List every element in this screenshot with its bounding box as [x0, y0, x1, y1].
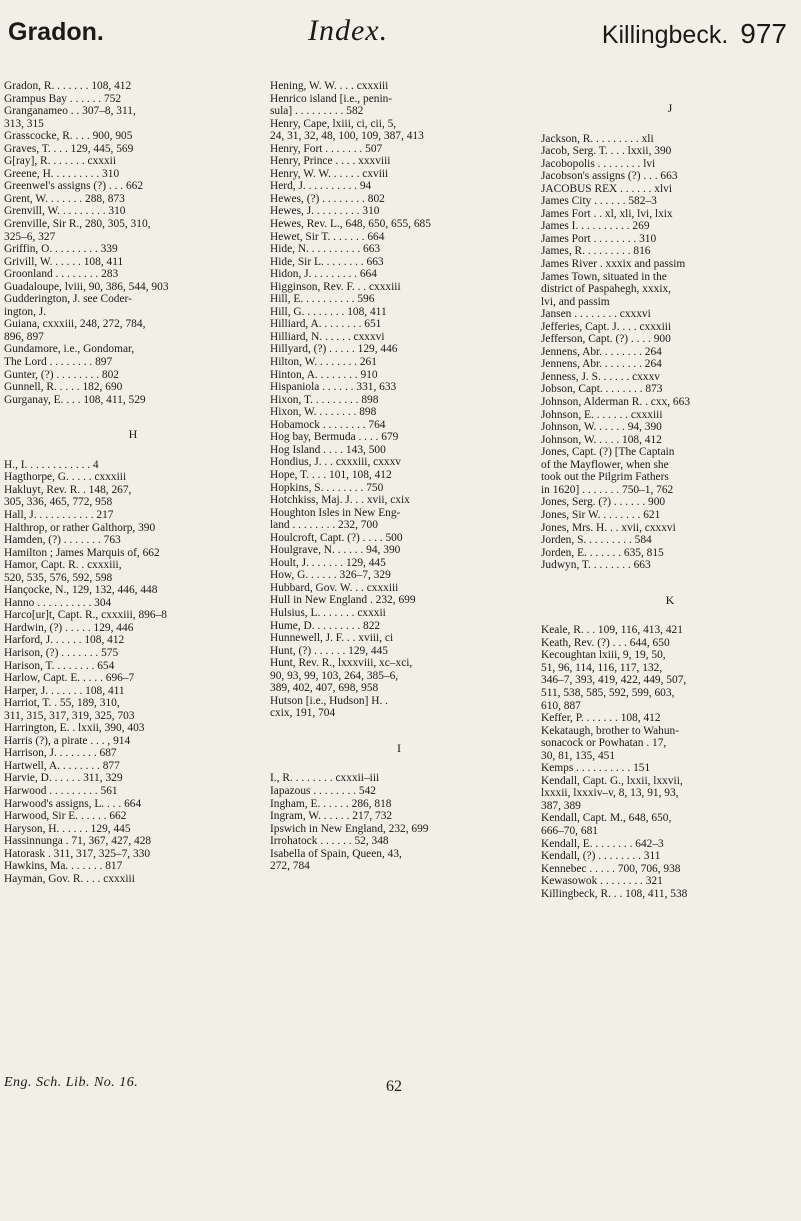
index-entry: Graves, T. . . . 129, 445, 569	[4, 142, 134, 155]
index-entry: Jansen . . . . . . . . cxxxvi	[541, 308, 651, 321]
index-entry: Hulsius, L. . . . . . . cxxxii	[270, 606, 386, 619]
header-title: Index.	[308, 14, 389, 47]
index-entry: Jones, Serg. (?) . . . . . . 900	[541, 496, 666, 509]
index-entry: Gundamore, i.e., Gondomar,	[4, 343, 135, 356]
index-entry: I., R. . . . . . . . cxxxii–iii	[270, 772, 380, 785]
index-entry: Jorden, S. . . . . . . . . 584	[541, 534, 652, 547]
index-entry: took out the Pilgrim Fathers	[541, 471, 669, 484]
index-entry: Granganameo . . 307–8, 311,	[4, 105, 136, 118]
index-entry: 305, 336, 465, 772, 958	[4, 496, 113, 509]
index-entry: Hanno . . . . . . . . . . 304	[4, 596, 112, 609]
section-letter: K	[665, 592, 675, 607]
index-entry: 272, 784	[270, 860, 310, 873]
index-entry: Hunt, (?) . . . . . . 129, 445	[270, 644, 389, 657]
page-header	[8, 12, 787, 52]
index-column-1	[4, 80, 262, 885]
index-entry: of the Mayflower, when she	[541, 458, 669, 471]
index-entry: 896, 897	[4, 330, 44, 343]
index-entry: Hançocke, N., 129, 132, 446, 448	[4, 584, 158, 597]
index-entry: Grenvill, W. . . . . . . . . 310	[4, 205, 126, 218]
index-entry: Hutson [i.e., Hudson] H. .	[270, 694, 389, 707]
index-entry: Hall, J. . . . . . . . . . . 217	[4, 508, 114, 521]
index-entry: Grenville, Sir R., 280, 305, 310,	[4, 218, 151, 231]
index-entry: lvi, and passim	[541, 295, 610, 308]
index-entry: Gunnell, R. . . . . 182, 690	[4, 381, 123, 394]
index-entry: Hubbard, Gov. W. . . cxxxiii	[270, 581, 399, 594]
index-entry: 346–7, 393, 419, 422, 449, 507,	[541, 674, 687, 687]
index-entry: H., I. . . . . . . . . . . . 4	[4, 458, 99, 471]
index-entry: Jefferies, Capt. J. . . . cxxxiii	[541, 320, 672, 333]
index-entry: Harison, T. . . . . . . . 654	[4, 659, 115, 672]
index-entry: The Lord . . . . . . . . 897	[4, 356, 113, 369]
index-entry: Keath, Rev. (?) . . . 644, 650	[541, 636, 670, 649]
index-entry: Hatorask . 311, 317, 325–7, 330	[4, 847, 151, 860]
index-entry: Hamor, Capt. R. . cxxxiii,	[4, 559, 122, 572]
index-entry: JACOBUS REX . . . . . . xlvi	[541, 182, 673, 195]
section-letter: H	[128, 427, 138, 442]
index-entry: Hamden, (?) . . . . . . . 763	[4, 534, 121, 547]
index-entry: Hidon, J. . . . . . . . . 664	[270, 268, 377, 281]
index-entry: sonacock or Powhatan . 17,	[541, 737, 667, 750]
index-entry: land . . . . . . . . 232, 700	[270, 519, 378, 532]
index-entry: Hakluyt, Rev. R. . 148, 267,	[4, 483, 132, 496]
page-number: 977	[740, 18, 787, 49]
index-entry: lxxxii, lxxxiv–v, 8, 13, 91, 93,	[541, 787, 679, 800]
index-entry: How, G. . . . . . 326–7, 329	[270, 569, 391, 582]
index-entry: 511, 538, 585, 592, 599, 603,	[541, 686, 675, 699]
index-entry: Greenwel's assigns (?) . . . 662	[4, 180, 144, 193]
index-entry: 30, 81, 135, 451	[541, 749, 616, 762]
index-entry: 325–6, 327	[4, 230, 56, 243]
index-entry: Gunter, (?) . . . . . . . . 802	[4, 368, 120, 381]
index-entry: Keffer, P. . . . . . . 108, 412	[541, 712, 661, 725]
index-entry: Greene, H. . . . . . . . . 310	[4, 167, 120, 180]
index-entry: Herd, J. . . . . . . . . . 94	[270, 180, 372, 193]
index-entry: Henry, W. W. . . . . . cxviii	[270, 167, 389, 180]
index-entry: Harrington, E. . lxxii, 390, 403	[4, 722, 145, 735]
index-entry: Hagthorpe, G. . . . . cxxxiii	[4, 471, 127, 484]
index-entry: district of Paspahegh, xxxix,	[541, 283, 672, 296]
index-entry: Grampus Bay . . . . . . 752	[4, 92, 122, 105]
index-entry: in 1620] . . . . . . . 750–1, 762	[541, 483, 674, 496]
index-entry: Houlgrave, N. . . . . . 94, 390	[270, 544, 401, 557]
index-entry: Hillyard, (?) . . . . . 129, 446	[270, 343, 398, 356]
index-entry: Jefferson, Capt. (?) . . . . 900	[541, 333, 671, 346]
index-entry: Irrohatock . . . . . . 52, 348	[270, 835, 389, 848]
index-entry: Harlow, Capt. E. . . . . 696–7	[4, 672, 135, 685]
index-entry: Jennens, Abr. . . . . . . . 264	[541, 345, 662, 358]
index-entry: Hill, E. . . . . . . . . . 596	[270, 293, 375, 306]
index-entry: cxix, 191, 704	[270, 707, 336, 720]
index-entry: Haryson, H. . . . . . 129, 445	[4, 822, 131, 835]
signature-mark: 62	[386, 1078, 402, 1095]
index-entry: Guadaloupe, lviii, 90, 386, 544, 903	[4, 280, 169, 293]
index-entry: Harison, (?) . . . . . . . 575	[4, 646, 119, 659]
index-entry: Johnson, E. . . . . . . cxxxiii	[541, 408, 663, 421]
index-entry: Hilton, W. . . . . . . . 261	[270, 356, 377, 369]
index-entry: Kendall, Capt. M., 648, 650,	[541, 812, 672, 825]
section-letter: I	[397, 740, 401, 755]
index-entry: Hilliard, N. . . . . . cxxxvi	[270, 330, 385, 343]
index-entry: Hondius, J. . . cxxxiii, cxxxv	[270, 456, 401, 469]
index-entry: Higginson, Rev. F. . . cxxxiii	[270, 280, 401, 293]
index-entry: Houlcroft, Capt. (?) . . . . 500	[270, 531, 403, 544]
index-entry: Harvie, D. . . . . . 311, 329	[4, 772, 123, 785]
index-entry: 610, 887	[541, 699, 581, 712]
header-left: Gradon.	[8, 18, 104, 46]
index-entry: Hide, N. . . . . . . . . . 663	[270, 243, 381, 256]
index-entry: Hawkins, Ma. . . . . . . 817	[4, 860, 123, 873]
index-entry: 387, 389	[541, 799, 581, 812]
index-entry: Hopkins, S. . . . . . . . 750	[270, 481, 384, 494]
index-entry: Grent, W. . . . . . . 288, 873	[4, 192, 125, 205]
index-entry: James, R. . . . . . . . . 816	[541, 245, 651, 258]
index-entry: 520, 535, 576, 592, 598	[4, 571, 113, 584]
index-entry: Hayman, Gov. R. . . . cxxxiii	[4, 872, 135, 885]
index-entry: Harwood . . . . . . . . . 561	[4, 784, 118, 797]
index-entry: Harwood's assigns, L. . . . 664	[4, 797, 142, 810]
index-entry: James Town, situated in the	[541, 270, 667, 283]
index-entry: Ingram, W. . . . . . 217, 732	[270, 810, 393, 823]
index-entry: Henry, Fort . . . . . . . 507	[270, 142, 383, 155]
index-entry: Kennebec . . . . . 700, 706, 938	[541, 862, 681, 875]
index-entry: Grivill, W. . . . . . 108, 411	[4, 255, 124, 268]
index-entry: 313, 315	[4, 117, 44, 130]
index-entry: Jones, Mrs. H. . . xvii, cxxxvi	[541, 521, 676, 534]
index-entry: Jobson, Capt. . . . . . . . 873	[541, 383, 663, 396]
index-entry: Jacobopolis . . . . . . . . lvi	[541, 157, 656, 170]
index-entry: Hull in New England . 232, 699	[270, 594, 416, 607]
index-entry: Isabella of Spain, Queen, 43,	[270, 847, 402, 860]
index-entry: Gradon, R. . . . . . . 108, 412	[4, 80, 132, 92]
index-entry: Harco[ur]t, Capt. R., cxxxiii, 896–8	[4, 609, 167, 622]
index-entry: Groonland . . . . . . . . 283	[4, 268, 119, 281]
index-entry: Hoult, J. . . . . . . 129, 445	[270, 556, 386, 569]
index-entry: Harford, J. . . . . . 108, 412	[4, 634, 125, 647]
index-entry: Jenness, J. S. . . . . . cxxxv	[541, 370, 660, 383]
index-entry: G[ray], R. . . . . . . cxxxii	[4, 155, 116, 168]
index-entry: Jackson, R. . . . . . . . . xli	[541, 132, 654, 145]
index-column-3	[541, 80, 799, 900]
index-entry: Houghton Isles in New Eng-	[270, 506, 401, 519]
index-entry: Jennens, Abr. . . . . . . . 264	[541, 358, 662, 371]
index-entry: Hewet, Sir T. . . . . . . 664	[270, 230, 385, 243]
index-entry: Hobamock . . . . . . . . 764	[270, 418, 386, 431]
index-entry: 666–70, 681	[541, 824, 598, 837]
index-entry: 51, 96, 114, 116, 117, 132,	[541, 661, 663, 674]
index-entry: Henry, Cape, lxiii, ci, cii, 5,	[270, 117, 397, 130]
index-entry: Judwyn, T. . . . . . . . 663	[541, 559, 651, 572]
index-entry: Johnson, Alderman R. . cxx, 663	[541, 396, 691, 409]
index-column-2	[270, 80, 528, 873]
index-entry: Hamilton ; James Marquis of, 662	[4, 546, 160, 559]
index-entry: Jones, Capt. (?) [The Captain	[541, 446, 675, 459]
index-entry: 90, 93, 99, 103, 264, 385–6,	[270, 669, 399, 682]
index-entry: Hardwin, (?) . . . . . 129, 446	[4, 621, 134, 634]
index-entry: Halthrop, or rather Galthorp, 390	[4, 521, 156, 534]
index-entry: Gudderington, J. see Coder-	[4, 293, 132, 306]
index-entry: Hixon, W. . . . . . . . 898	[270, 406, 377, 419]
header-right	[602, 18, 787, 50]
index-entry: Hewes, J. . . . . . . . . 310	[270, 205, 380, 218]
index-entry: Harrison, J. . . . . . . . 687	[4, 747, 117, 760]
index-entry: ington, J.	[4, 305, 47, 318]
index-entry: Killingbeck, R. . . 108, 411, 538	[541, 887, 688, 900]
index-entry: Hartwell, A. . . . . . . . 877	[4, 759, 120, 772]
index-entry: Hog bay, Bermuda . . . . 679	[270, 431, 399, 444]
index-entry: James Fort . . xl, xli, lvi, lxix	[541, 207, 673, 220]
index-entry: Kendall, E. . . . . . . . 642–3	[541, 837, 664, 850]
index-entry: 311, 315, 317, 319, 325, 703	[4, 709, 135, 722]
index-entry: Kendall, Capt. G., lxxii, lxxvii,	[541, 774, 683, 787]
index-entry: Kendall, (?) . . . . . . . . 311	[541, 850, 661, 863]
index-entry: Henry, Prince . . . . xxxviii	[270, 155, 391, 168]
index-entry: Gurganay, E. . . . 108, 411, 529	[4, 393, 146, 406]
index-entry: 24, 31, 32, 48, 100, 109, 387, 413	[270, 130, 424, 143]
index-entry: Hilliard, A. . . . . . . . 651	[270, 318, 382, 331]
index-entry: Hixon, T. . . . . . . . . 898	[270, 393, 379, 406]
index-entry: Griffin, O. . . . . . . . . 339	[4, 243, 118, 256]
index-entry: Hotchkiss, Maj. J. . . xvii, cxix	[270, 494, 410, 507]
index-entry: Hide, Sir L. . . . . . . . 663	[270, 255, 384, 268]
index-entry: Grasscocke, R. . . . 900, 905	[4, 130, 133, 143]
index-entry: Keale, R. . . 109, 116, 413, 421	[541, 624, 683, 637]
index-entry: Harriot, T. . 55, 189, 310,	[4, 697, 120, 710]
index-entry: James City . . . . . . 582–3	[541, 195, 657, 208]
index-entry: Kewasowok . . . . . . . . 321	[541, 875, 663, 888]
index-entry: Harris (?), a pirate . . . , 914	[4, 734, 131, 747]
index-entry: Iapazous . . . . . . . . 542	[270, 784, 376, 797]
index-entry: Hunnewell, J. F. . . xviii, ci	[270, 632, 394, 645]
footer-note: Eng. Sch. Lib. No. 16.	[4, 1075, 139, 1090]
index-entry: sula] . . . . . . . . . 582	[270, 105, 364, 118]
index-entry: Johnson, W. . . . . 108, 412	[541, 433, 662, 446]
index-entry: Hope, T. . . . 101, 108, 412	[270, 468, 392, 481]
index-entry: Henrico island [i.e., penin-	[270, 92, 393, 105]
index-entry: Jacobson's assigns (?) . . . 663	[541, 170, 678, 183]
index-entry: 389, 402, 407, 698, 958	[270, 682, 379, 695]
index-entry: Ipswich in New England, 232, 699	[270, 822, 429, 835]
index-entry: Kekataugh, brother to Wahun-	[541, 724, 680, 737]
index-entry: Johnson, W. . . . . . 94, 390	[541, 421, 662, 434]
index-entry: Hewes, Rev. L., 648, 650, 655, 685	[270, 218, 431, 231]
index-entry: Kemps . . . . . . . . . . 151	[541, 762, 651, 775]
index-entry: Guiana, cxxxiii, 248, 272, 784,	[4, 318, 146, 331]
index-entry: Harper, J. . . . . . . 108, 411	[4, 684, 125, 697]
index-entry: Hewes, (?) . . . . . . . . 802	[270, 192, 385, 205]
section-letter: J	[667, 101, 673, 115]
index-entry: Hassinnunga . 71, 367, 427, 428	[4, 835, 152, 848]
index-entry: Kecoughtan lxiii, 9, 19, 50,	[541, 649, 666, 662]
index-entry: James Port . . . . . . . . 310	[541, 232, 657, 245]
index-entry: Hill, G. . . . . . . . 108, 411	[270, 305, 387, 318]
index-entry: Hume, D. . . . . . . . . 822	[270, 619, 381, 632]
index-entry: Hening, W. W. . . . cxxxiii	[270, 80, 389, 92]
index-entry: Hispaniola . . . . . . 331, 633	[270, 381, 397, 394]
index-entry: Harwood, Sir E. . . . . . 662	[4, 810, 127, 823]
index-entry: Hinton, A. . . . . . . . 910	[270, 368, 378, 381]
index-entry: Hog Island . . . . 143, 500	[270, 443, 386, 456]
index-entry: Jacob, Serg. T. . . . lxxii, 390	[541, 145, 672, 158]
index-entry: Jorden, E. . . . . . . 635, 815	[541, 546, 664, 559]
index-entry: Ingham, E. . . . . . 286, 818	[270, 797, 392, 810]
index-entry: Jones, Sir W. . . . . . . . 621	[541, 508, 661, 521]
index-entry: James I. . . . . . . . . . 269	[541, 220, 650, 233]
header-right-name: Killingbeck.	[601, 21, 729, 49]
index-entry: James River . xxxix and passim	[541, 258, 686, 271]
index-entry: Hunt, Rev. R., lxxxviii, xc–xci,	[270, 657, 413, 670]
